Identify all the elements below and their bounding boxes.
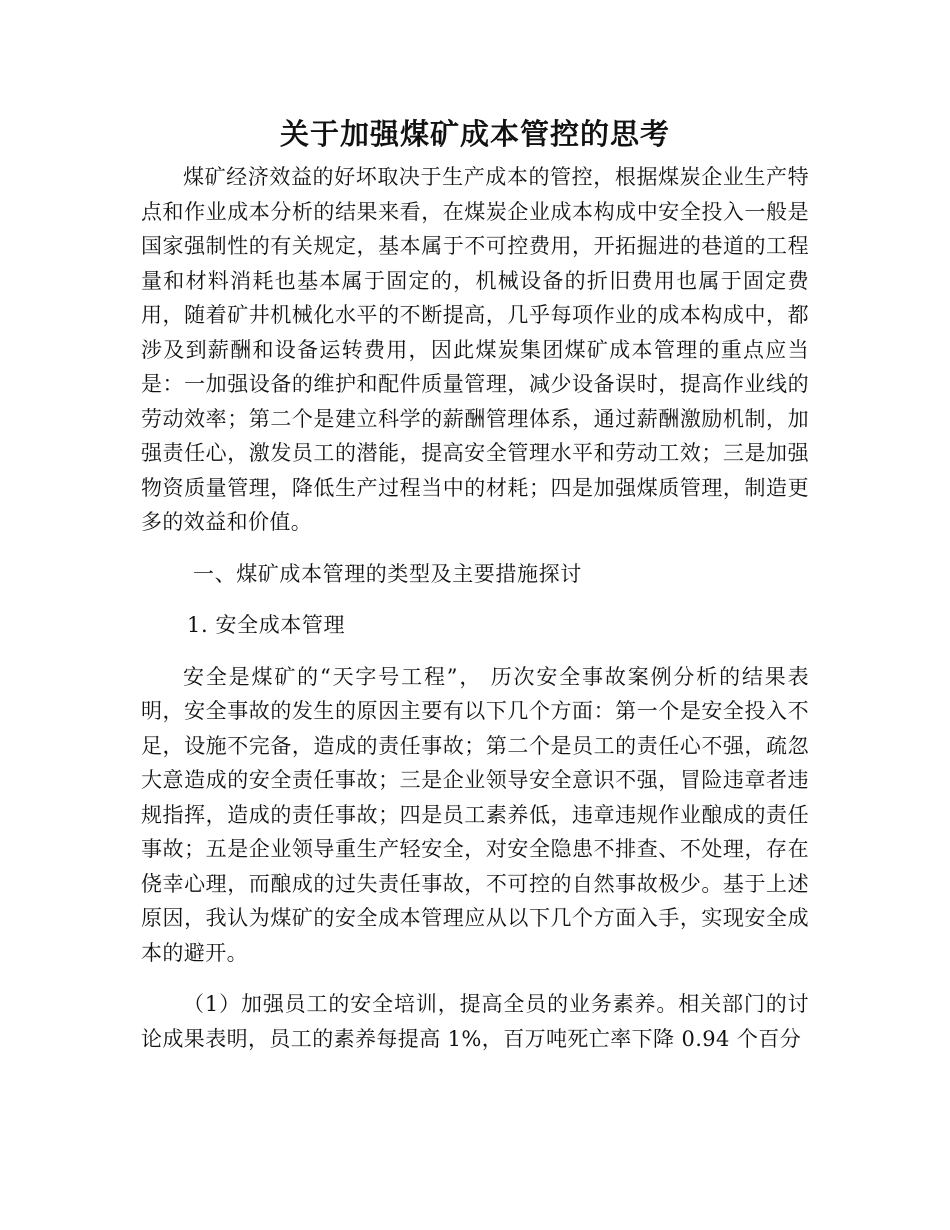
subsection-heading: 1. 安全成本管理 xyxy=(187,613,346,637)
training-paragraph: （1）加强员工的安全培训，提高全员的业务素养。相关部门的讨论成果表明，员工的素养每提高 1%，百万吨死亡率下降 0.94 个百分 xyxy=(141,992,809,1051)
section-heading: 一、煤矿成本管理的类型及主要措施探讨 xyxy=(193,561,582,586)
document-title: 关于加强煤矿成本管控的思考 xyxy=(279,117,670,151)
safety-paragraph: 安全是煤矿的“天字号工程”， 历次安全事故案例分析的结果表明，安全事故的发生的原因主要有以下几个方面：第一个是安全投入不足，设施不完备，造成的责任事故；第二个是员工的责任心不强，疏忽大意造成的安全责任事故；三是企业领导安全意识不强，冒险违章者违规指挥，造成的责任事故；四是员工素养低，违章违规作业酿成的责任事故；五是企业领导重生产轻安全，对安全隐患不排查、不处理，存在侥幸心理，而酿成的过失责任事故，不可控的自然事故极少。基于上述原因，我认为煤矿的安全成本管理应从以下几个方面入手，实现安全成本的避开。 xyxy=(141,664,809,965)
intro-paragraph: 煤矿经济效益的好坏取决于生产成本的管控，根据煤炭企业生产特点和作业成本分析的结果来看，在煤炭企业成本构成中安全投入一般是国家强制性的有关规定，基本属于不可控费用，开拓掘进的巷道的工程量和材料消耗也基本属于固定的，机械设备的折旧费用也属于固定费用，随着矿井机械化水平的不断提高，几乎每项作业的成本构成中，都涉及到薪酬和设备运转费用，因此煤炭集团煤矿成本管理的重点应当是：一加强设备的维护和配件质量管理，减少设备误时，提高作业线的劳动效率；第二个是建立科学的薪酬管理体系，通过薪酬激励机制，加强责任心，激发员工的潜能，提高安全管理水平和劳动工效；三是加强物资质量管理，降低生产过程当中的材耗；四是加强煤质管理，制造更多的效益和价值。 xyxy=(141,165,809,534)
document-page xyxy=(141,112,809,1056)
